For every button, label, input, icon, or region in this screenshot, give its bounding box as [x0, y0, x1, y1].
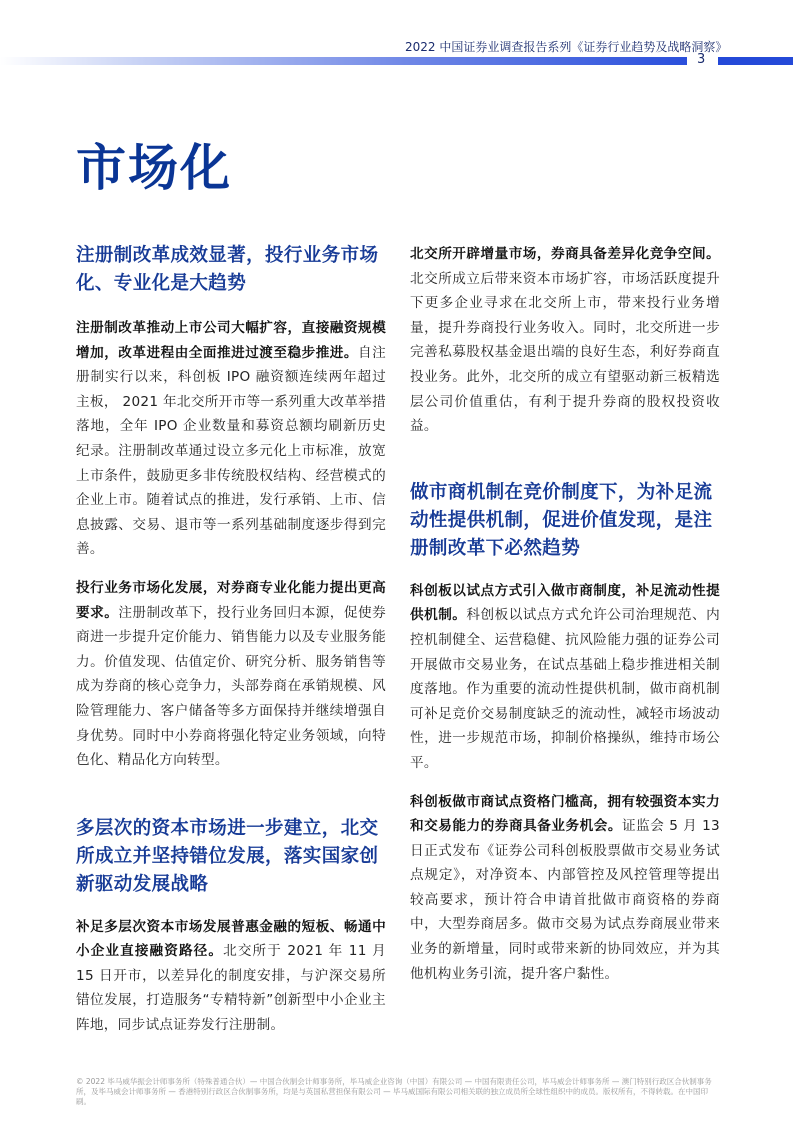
- page-number-bar: [718, 57, 793, 65]
- paragraph: [76, 316, 386, 562]
- paragraph-lead: 科创板做市商试点资格门槛高，拥有较强资本实力和交易能力的券商具备业务机会。: [410, 793, 720, 835]
- paragraph-text: 北交所成立后带来资本市场扩容，市场活跃度提升下更多企业寻求在北交所上市，带来投行业务增量，提升券商投行业务收入。同时，北交所进一步完善私募股权基金退出端的良好生态，利好券商直投业务。此外，北交所的成立有望驱动新三板精选层公司价值重估，有利于提升券商的股权投资收益。: [410, 270, 720, 435]
- footer-copyright: © 2022 毕马威华振会计师事务所（特殊普通合伙）— 中国合伙制会计师事务所，毕马威企业咨询（中国）有限公司 — 中国有限责任公司，毕马威会计师事务所 — 澳门特别行政区合伙制事务所，及毕马威会计师事务所 — 香港特别行政区合伙制事务所，均是与英国私营担保有限公司 — 毕马威国际有限公司相关联的独立成员所全球性组织中的成员。版权所有，不得转载。在中国印刷。: [76, 1077, 712, 1106]
- paragraph: [76, 576, 386, 773]
- paragraph-lead: 北交所开辟增量市场，券商具备差异化竞争空间。: [410, 246, 720, 262]
- paragraph: [410, 242, 720, 439]
- left-column: [76, 242, 386, 1038]
- paragraph-text: 自注册制实行以来，科创板 IPO 融资额连续两年超过主板， 2021 年北交所开市等一系列重大改革举措落地，全年 IPO 企业数量和募资总额均刷新历史纪录。注册制改革通过设立多元化上市标准，放宽上市条件，鼓励更多非传统股权结构、经营模式的企业上市。随着试点的推进，发行承销、上市、信息披露、交易、退市等一系列基础制度逐步得到完善。: [76, 344, 386, 558]
- paragraph-lead: 补足多层次资本市场发展普惠金融的短板、畅通中小企业直接融资路径。: [76, 918, 386, 960]
- paragraph-lead: 科创板以试点方式引入做市商制度，补足流动性提供机制。: [410, 582, 720, 624]
- paragraph-lead: 投行业务市场化发展，对券商专业化能力提出更高要求。: [76, 579, 386, 621]
- section-heading: 注册制改革成效显著，投行业务市场化、专业化是大趋势: [76, 245, 379, 294]
- right-column: [410, 242, 720, 986]
- page-title: 市场化: [76, 139, 232, 197]
- paragraph-text: 北交所于 2021 年 11 月 15 日开市，以差异化的制度安排，与沪深交易所错位发展，打造服务“专精特新”创新型中小企业主阵地，同步试点证券发行注册制。: [76, 943, 386, 1034]
- paragraph-text: 科创板以试点方式允许公司治理规范、内控机制健全、运营稳健、抗风险能力强的证券公司开展做市交易业务，在试点基础上稳步推进相关制度落地。作为重要的流动性提供机制，做市商机制可补足竞价交易制度缺乏的流动性，减轻市场波动性，进一步规范市场，抑制价格操纵，维持市场公平。: [410, 607, 720, 771]
- paragraph-lead: 注册制改革推动上市公司大幅扩容，直接融资规模增加，改革进程由全面推进过渡至稳步推进。: [76, 320, 386, 361]
- paragraph: [410, 790, 720, 987]
- page-number: 3: [697, 52, 706, 67]
- section-heading: 多层次的资本市场进一步建立，北交所成立并坚持错位发展，落实国家创新驱动发展战略: [76, 817, 379, 895]
- paragraph-text: 证监会 5 月 13 日正式发布《证券公司科创板股票做市交易业务试点规定》，对净资本、内部管控及风控管理等提出较高要求，预计符合申请首批做市商资格的券商中，大型券商居多。做市交易为试点券商展业带来业务的新增量，同时或带来新的协同效应，并为其他机构业务引流，提升客户黏性。: [410, 818, 721, 982]
- section-heading: 做市商机制在竞价制度下，为补足流动性提供机制，促进价值发现，是注册制改革下必然趋势: [410, 481, 713, 559]
- paragraph: [410, 579, 720, 776]
- paragraph: [76, 915, 386, 1038]
- header-series-title: 2022 中国证券业调查报告系列《证券行业趋势及战略洞察》: [405, 40, 728, 54]
- header-gradient-bar: [0, 57, 687, 65]
- paragraph-text: 注册制改革下，投行业务回归本源，促使券商进一步提升定价能力、销售能力以及专业服务能力。价值发现、估值定价、研究分析、服务销售等成为券商的核心竞争力，头部券商在承销规模、风险管理能力、客户储备等多方面保持并继续增强自身优势。同时中小券商将强化特定业务领域，向特色化、精品化方向转型。: [76, 604, 387, 769]
